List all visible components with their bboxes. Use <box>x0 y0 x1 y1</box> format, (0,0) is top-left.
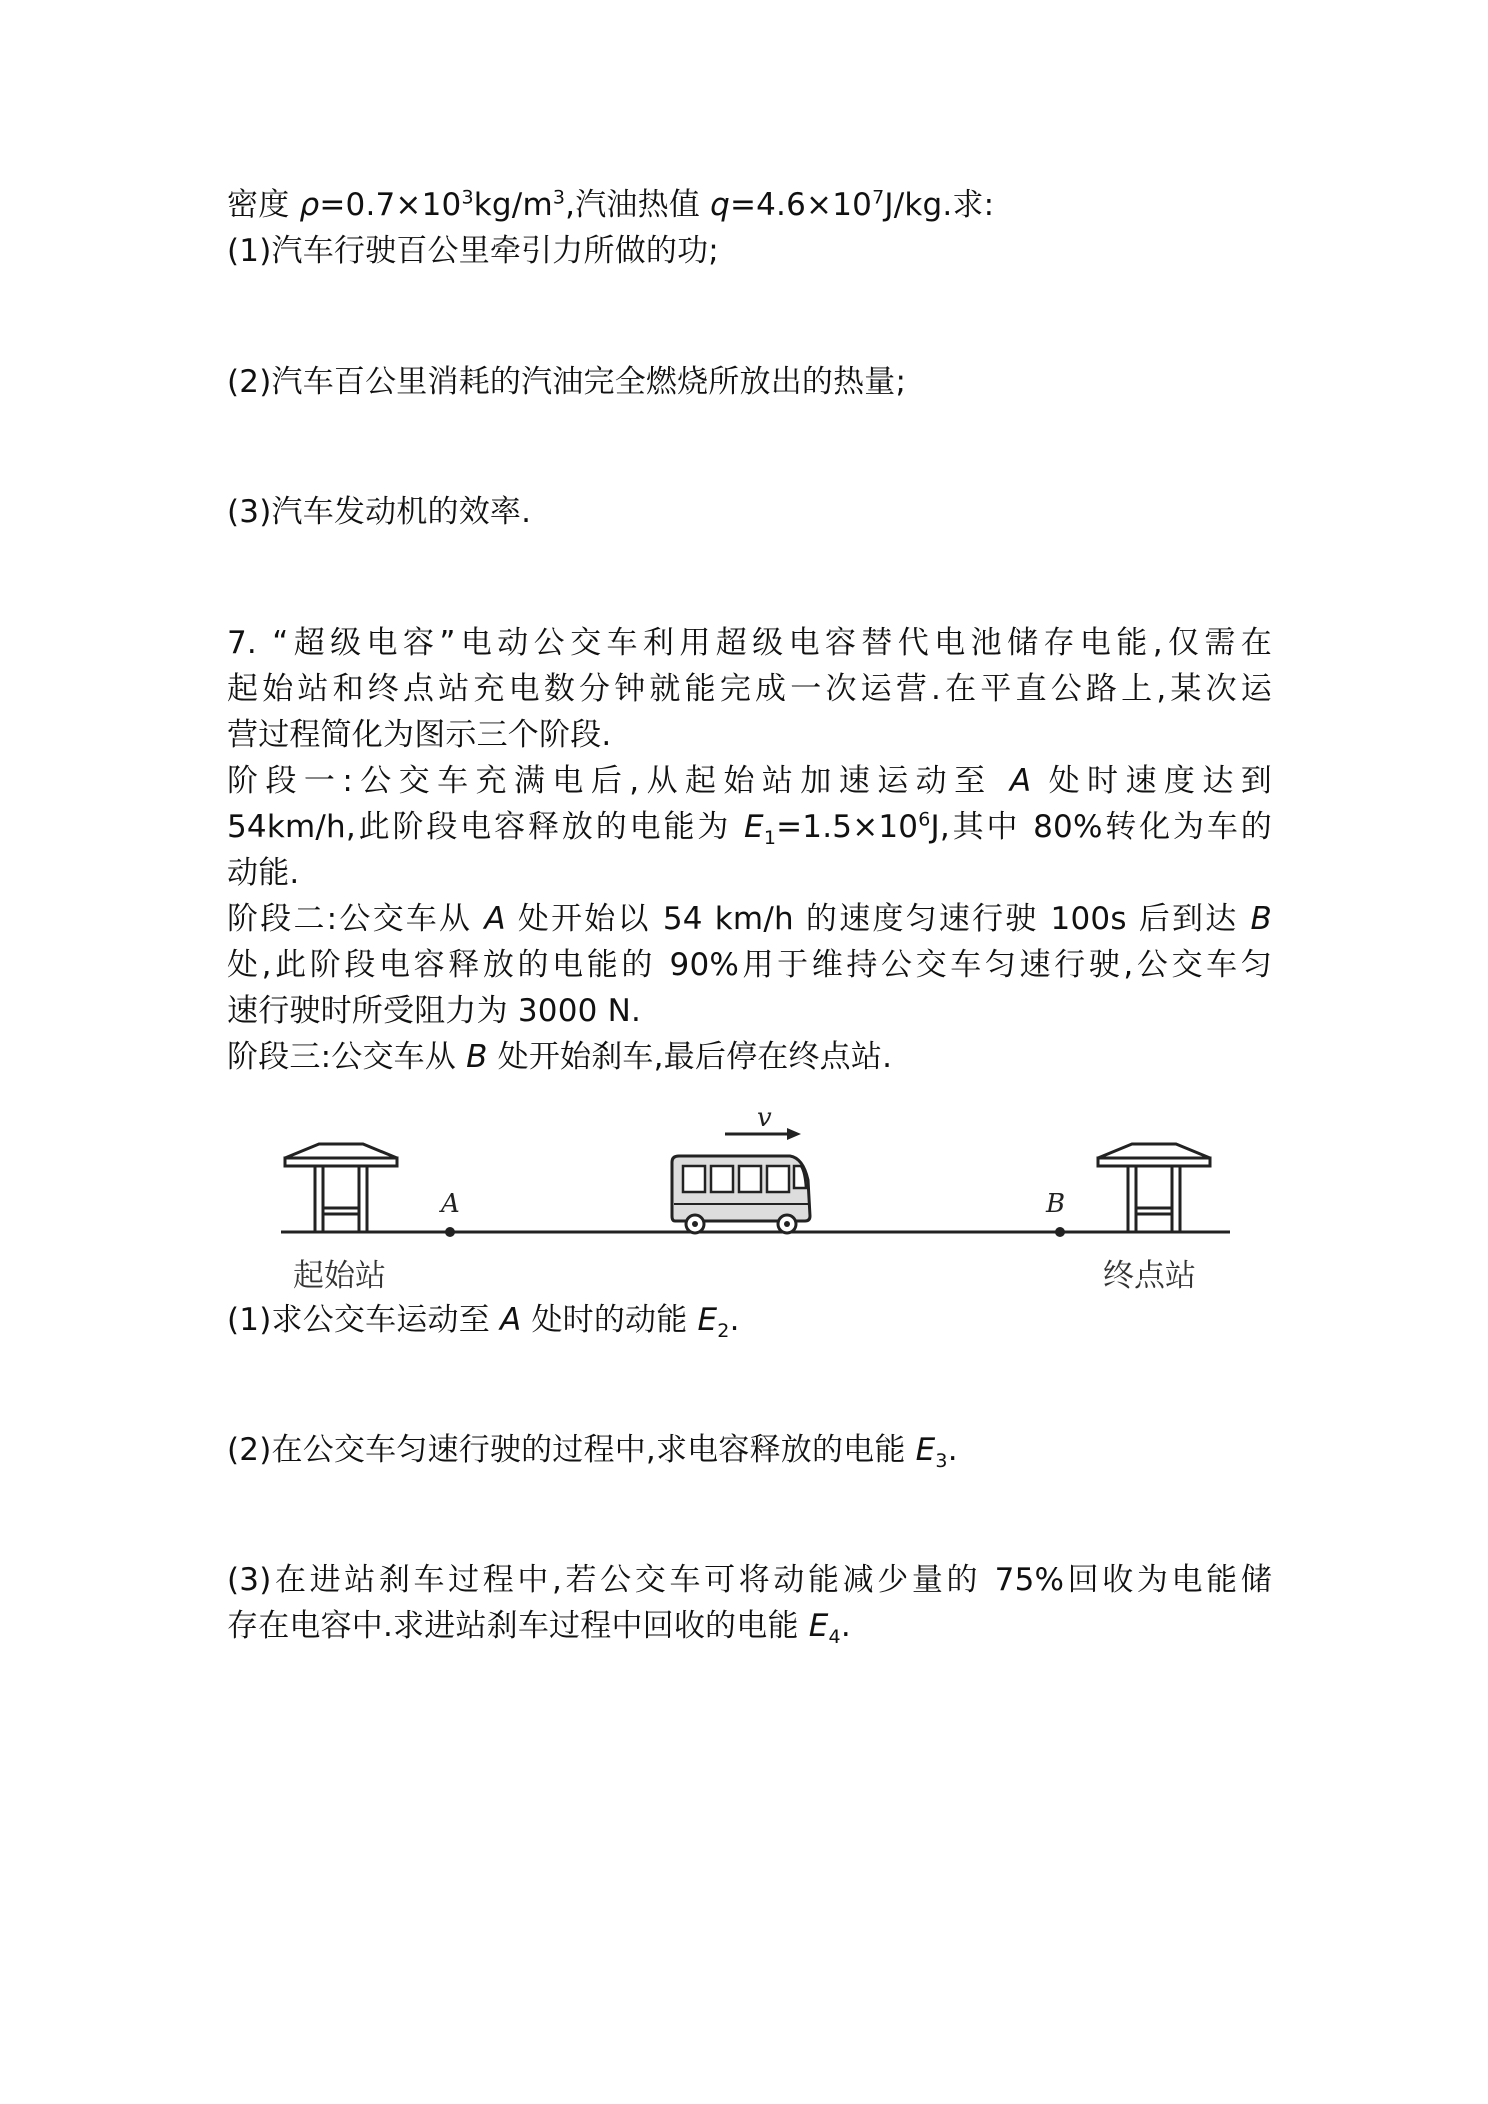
rho-unit: kg/m <box>473 187 553 223</box>
end-station-label: 终点站 <box>1103 1258 1196 1294</box>
q-value: =4.6×10 <box>729 187 873 223</box>
p3-period: . <box>840 1608 851 1644</box>
stage1-text-c: 54km/h,此阶段电容释放的电能为 <box>227 809 745 845</box>
q7-stage3-line <box>227 1035 1272 1079</box>
rho-exponent: 3 <box>461 186 474 209</box>
q7-stage1-line3: 动能. <box>227 855 300 891</box>
q-exponent: 7 <box>872 186 885 209</box>
symbol-q: q <box>710 187 730 223</box>
q7-intro-line1: 7. “超级电容”电动公交车利用超级电容替代电池储存电能,仅需在 <box>227 625 1272 661</box>
q7-part3-line1: (3)在进站刹车过程中,若公交车可将动能减少量的 75%回收为电能储 <box>227 1562 1272 1598</box>
rho-value: =0.7×10 <box>319 187 462 223</box>
stage1-text-b: 处时速度达到 <box>1031 763 1272 799</box>
q7-part3-line2 <box>227 1604 1272 1648</box>
q7-stage1-line2 <box>227 805 1272 849</box>
p2-period: . <box>947 1432 958 1468</box>
q7-stage2-line1 <box>227 897 1272 941</box>
q-unit: J/kg.求: <box>884 187 995 223</box>
p3-text: 存在电容中.求进站刹车过程中回收的电能 <box>227 1608 809 1644</box>
q7-stage2-line3: 速行驶时所受阻力为 3000 N. <box>227 993 642 1029</box>
end-station-shelter <box>1098 1144 1210 1232</box>
p1-period: . <box>729 1302 740 1338</box>
stage2-point-a: A <box>484 901 506 937</box>
point-b-label: B <box>1046 1189 1066 1219</box>
symbol-rho: ρ <box>299 187 320 223</box>
bus-icon <box>672 1156 810 1233</box>
e1-exponent: 6 <box>918 808 931 831</box>
e1-subscript: 1 <box>763 827 777 850</box>
point-a-label: A <box>441 1189 460 1219</box>
symbol-e3: E <box>915 1432 936 1468</box>
symbol-e1: E <box>744 809 764 845</box>
stage1-text-a: 阶段一:公交车充满电后,从起始站加速运动至 <box>227 763 1010 799</box>
q6-part1: (1)汽车行驶百公里牵引力所做的功; <box>227 233 719 269</box>
q6-part3: (3)汽车发动机的效率. <box>227 494 532 530</box>
q7-stage1-line1 <box>227 759 1272 803</box>
q7-intro-line2: 起始站和终点站充电数分钟就能完成一次运营.在平直公路上,某次运 <box>227 671 1272 707</box>
p1-text-a: (1)求公交车运动至 <box>227 1302 500 1338</box>
point-b-marker <box>1055 1227 1065 1237</box>
e2-subscript: 2 <box>717 1320 730 1343</box>
symbol-e2: E <box>697 1302 718 1338</box>
q7-intro-line3: 营过程简化为图示三个阶段. <box>227 717 612 753</box>
point-a-marker <box>445 1227 455 1237</box>
stage1-point-a: A <box>1009 763 1032 799</box>
stage3-point-b: B <box>466 1039 488 1075</box>
q7-part2 <box>227 1428 1272 1472</box>
e4-subscript: 4 <box>828 1626 841 1649</box>
p1-text-b: 处时的动能 <box>521 1302 698 1338</box>
q6-part2: (2)汽车百公里消耗的汽油完全燃烧所放出的热量; <box>227 364 907 400</box>
stage1-text-d: J,其中 80%转化为车的 <box>930 809 1272 845</box>
given-data-line <box>227 183 1272 227</box>
stage2-point-b: B <box>1250 901 1272 937</box>
start-station-label: 起始站 <box>293 1258 386 1294</box>
stage2-text-b: 处开始以 54 km/h 的速度匀速行驶 100s 后到达 <box>505 901 1251 937</box>
bus-route-figure <box>275 1108 1235 1313</box>
text-density: 密度 <box>227 187 300 223</box>
text-heat-value: ,汽油热值 <box>565 187 711 223</box>
stage3-text-a: 阶段三:公交车从 <box>227 1039 467 1075</box>
e3-subscript: 3 <box>935 1450 948 1473</box>
stage3-text-b: 处开始刹车,最后停在终点站. <box>487 1039 893 1075</box>
e1-value: =1.5×10 <box>776 809 919 845</box>
symbol-e4: E <box>808 1608 829 1644</box>
stage2-text-a: 阶段二:公交车从 <box>227 901 485 937</box>
velocity-label: v <box>757 1108 772 1133</box>
q7-stage2-line2: 处,此阶段电容释放的电能的 90%用于维持公交车匀速行驶,公交车匀 <box>227 947 1272 983</box>
start-station-shelter <box>285 1144 397 1232</box>
p1-point-a: A <box>499 1302 522 1338</box>
rho-unit-exponent: 3 <box>552 186 566 209</box>
p2-text: (2)在公交车匀速行驶的过程中,求电容释放的电能 <box>227 1432 916 1468</box>
